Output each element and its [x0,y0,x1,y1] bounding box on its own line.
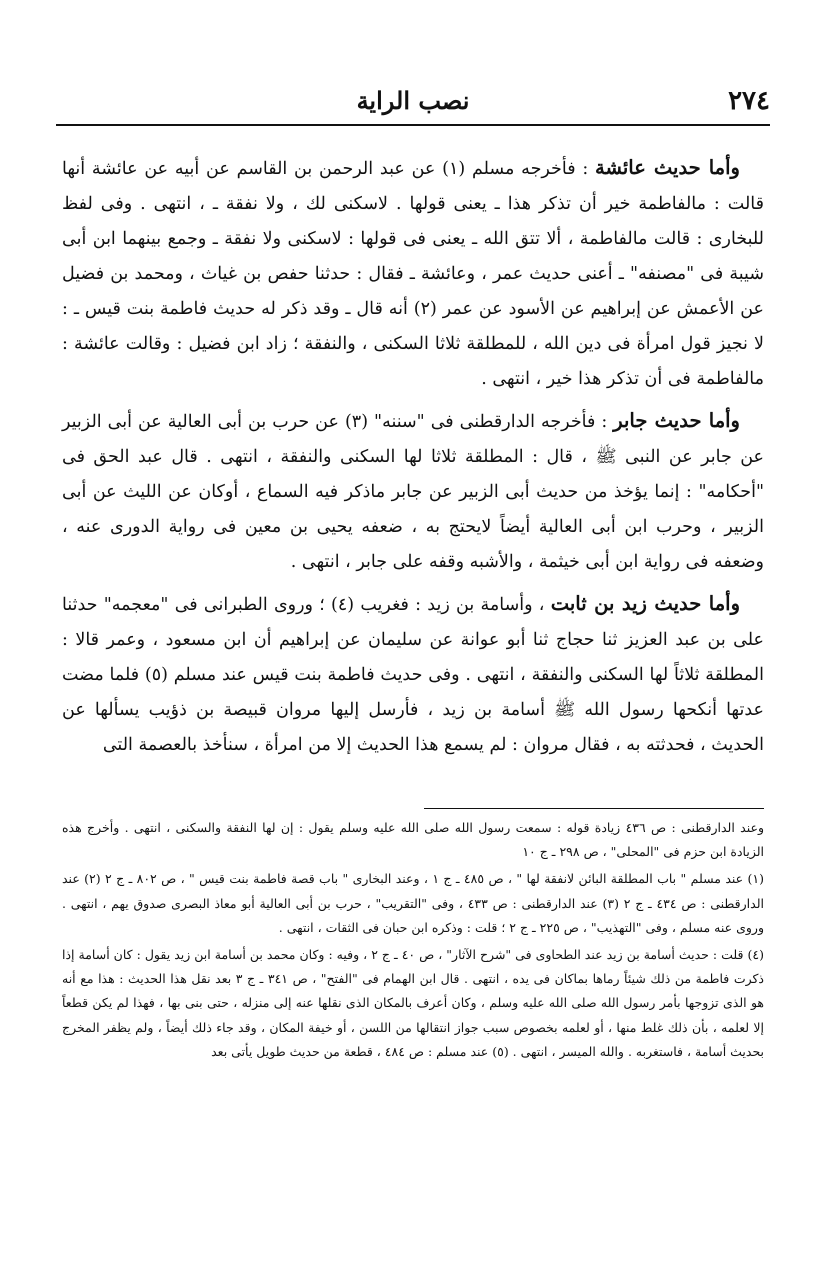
paragraph-text: : فأخرجه مسلم (١) عن عبد الرحمن بن القاسم عن أبيه عن عائشة أنها قالت : مالفاطمة خير أن تذكر هذا ـ يعنى قولها . لاسكنى لك ، ولا نفقة ـ ، انتهى . وفى لفظ للبخارى : قالت مالفاطمة ، ألا تتق الله ـ يعنى فى قولها : لاسكنى ولا نفقة ـ وجمع بينهما ابن أبى شيبة فى "مصنفه" ـ أعنى حديث عمر ، وعائشة ـ فقال : حدثنا حفص بن غياث ، ومحمد بن فضيل عن الأعمش عن إبراهيم عن الأسود عن عمر (٢) أنه قال ـ وقد ذكر له حديث فاطمة بنت قيس ـ : لا نجيز قول امرأة فى دين الله ، للمطلقة ثلاثا السكنى ، والنفقة ؛ زاد ابن فضيل : وقالت عائشة : مالفاطمة فى أن تذكر هذا خير ، انتهى . [62,159,764,389]
paragraph-zayd-usama [62,586,764,763]
paragraph-aisha [62,150,764,397]
footnote-separator [424,808,764,809]
footnote-1-3: (١) عند مسلم " باب المطلقة البائن لانفقة لها " ، ص ٤٨٥ ـ ج ١ ، وعند البخارى " باب قصة فاطمة بنت قيس " ، ص ٨٠٢ ـ ج ٢ (٢) عند الدارقطنى : ص ٤٣٤ ـ ج ٢ (٣) عند الدارقطنى : ص ٤٣٣ ، وفى "التقريب" ، حرب بن أبى العالية أبو معاذ البصرى صدوق يهم ، انتهى . وروى عنه مسلم ، وفى "التهذيب" ، ص ٢٢٥ ـ ج ٢ ؛ قلت : وذكره ابن حبان فى الثقات ، انتهى . [62,871,764,935]
running-title: نصب الراية [356,86,470,115]
main-text [62,150,764,769]
paragraph-lead: وأما حديث عائشة [595,156,740,179]
paragraph-jabir [62,403,764,580]
header-rule [56,124,770,126]
page-number: ٢٧٤ [728,86,770,116]
footnotes [62,816,764,1067]
footnote-4-5: (٤) قلت : حديث أسامة بن زيد عند الطحاوى فى "شرح الآثار" ، ص ٤٠ ـ ج ٢ ، وفيه : وكان محمد بن أسامة ابن زيد يقول : كان أسامة إذا ذكرت فاطمة من ذلك شيئاً رماها بماكان فى يده ، انتهى . قال ابن الهمام فى "الفتح" ، ص ٣٤١ ـ ج ٣ بعد نقل هذا الحديث : هذا مع أنه هو الذى تزوجها بأمر رسول الله صلى الله عليه وسلم ، وكان أعرف بالمكان الذى نقلها عنه إلى منزله ، حتى بنى بها ، فهذا لم يكن قطعاً إلا لعلمه ، بأن ذلك غلط منها ، أو لعلمه بخصوص سبب جواز انتقالها من اللسن ، أو خيفة المكان ، وقد جاء ذلك أيضاً ، ولم يظفر المخرج بحديث أسامة ، فاستغربه . والله الميسر ، انتهى . (٥) عند مسلم : ص ٤٨٤ ، قطعة من حديث طويل يأتى بعد [62,947,764,1059]
paragraph-text: ، وأسامة بن زيد : فغريب (٤) ؛ وروى الطبرانى فى "معجمه" حدثنا على بن عبد العزيز ثنا حجاج ثنا أبو عوانة عن سليمان عن إبراهيم أن ابن مسعود ، وعمر قالا : المطلقة ثلاثاً لها السكنى والنفقة ، انتهى . وفى حديث فاطمة بنت قيس عند مسلم (٥) فلما مضت عدتها أنكحها رسول الله ﷺ أسامة بن زيد ، فأرسل إليها مروان قبيصة بن ذؤيب يسألها عن الحديث ، فحدثته به ، فقال مروان : لم يسمع هذا الحديث إلا من امرأة ، سنأخذ بالعصمة التى [62,595,765,755]
paragraph-text: : فأخرجه الدارقطنى فى "سننه" (٣) عن حرب بن أبى العالية عن أبى الزبير عن جابر عن النبى ﷺ ، قال : المطلقة ثلاثا لها السكنى والنفقة ، انتهى . قال عبد الحق فى "أحكامه" : إنما يؤخذ من حديث أبى الزبير عن جابر ماذكر فيه السماع ، أوكان عن الليث عن أبى الزبير ، وحرب ابن أبى العالية أيضاً لايحتج به ، ضعفه يحيى بن معين فى رواية الدورى عنه ، وضعفه فى رواية ابن أبى خيثمة ، والأشبه وقفه على جابر ، انتهى . [62,412,764,572]
page-header [56,86,770,126]
paragraph-lead: وأما حديث زيد بن ثابت [550,592,740,615]
footnote-continuation: وعند الدارقطنى : ص ٤٣٦ زيادة قوله : سمعت رسول الله صلى الله عليه وسلم يقول : إن لها النفقة والسكنى ، انتهى . وأخرج هذه الزيادة ابن حزم فى "المحلى" ، ص ٢٩٨ ـ ج ١٠ [62,820,764,860]
paragraph-lead: وأما حديث جابر [613,409,740,432]
